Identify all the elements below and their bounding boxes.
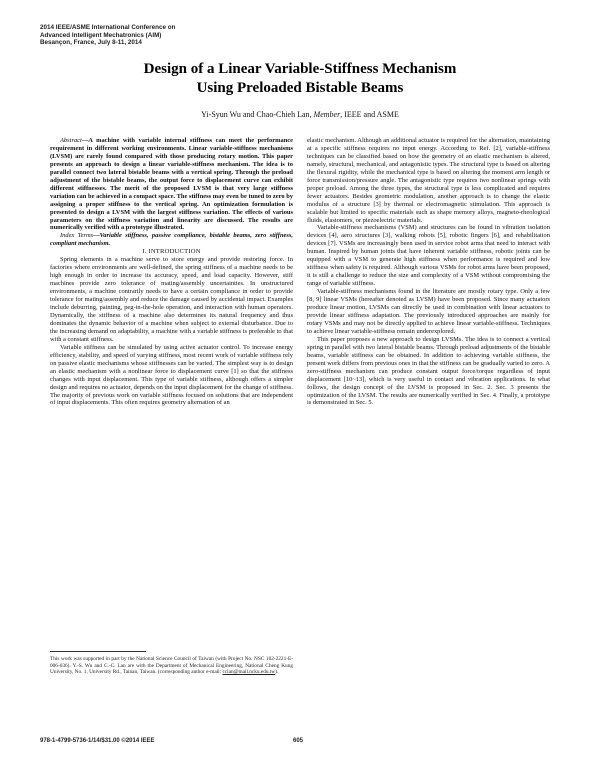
author-suffix: , IEEE and ASME (340, 110, 399, 119)
footnote (50, 656, 293, 676)
title-line-2: Using Preloaded Bistable Beams (196, 80, 404, 96)
conference-line-3: Besançon, France, July 8-11, 2014 (40, 39, 142, 47)
conference-header (40, 24, 340, 47)
isbn-copyright: 978-1-4799-5736-1/14/$31.00 ©2014 IEEE (40, 738, 155, 744)
corresponding-email-link[interactable]: cclan@mail.ncku.edu.tw (222, 669, 276, 676)
left-column (50, 137, 293, 407)
abstract-label: Abstract (60, 137, 82, 144)
title-line-1: Design of a Linear Variable-Stiffness Mechanism (143, 61, 457, 77)
author-role: Member (313, 110, 341, 119)
paragraph: This paper proposes a new approach to design LVSMs. The idea is to connect a vertical spring in parallel with two lateral bistable beams. Through preload adjustments of the bistable beams, variable stiffness can be obtained. In addition to achieving variable stiffness, the present work differs from previous ones in that the stiffness can be gradually varied to zero. A zero-stiffness mechanism can produce constant output force/torque regardless of input displacement [10~13], which is very useful in contact and vibration applications. In what follows, the design concept of the LVSM is proposed in Sec. 2. Sec. 3 presents the optimization of the LVSM. The results are numerically verified in Sec. 4. Finally, a prototype is demonstrated in Sec. 5. (307, 335, 550, 407)
paragraph: elastic mechanism. Although an additional actuator is required for the alternation, maintaining at a specific stiffness requires no input energy. According to Ref. [2], variable-stiffness techniques can be classified based on how the geometry of an elastic mechanism is altered, namely, structural, mechanical, and antagonistic types. The structural type is based on altering the flexural rigidity, while the mechanical type is based on altering the moment arm length or force transmission/pressure angle. The antagonistic type requires two nonlinear springs with proper preload. Among the three types, the structural type is less complicated and requires fewer actuators. Besides geometric modulation, another approach is to change the elastic modulus of a structure [3] by thermal or electromagnetic stimulation. This approach is scalable but limited to specific materials such as shape memory alloys, magneto-rheological fluids, elastomers, or piezoelectric materials. (307, 137, 550, 224)
author-line (40, 110, 560, 120)
author-names: Yi-Syun Wu and Chao-Chieh Lan, (201, 110, 314, 119)
paper-title (40, 60, 560, 98)
paragraph: Variable-stiffness mechanisms (VSM) and structures can be found in vibration isolation devices [4], aero structures [3], walking robots [5], robotic fingers [6], and rehabilitation devices [7]. VSMs are increasingly been used in service robot arms that need to interact with human. Inspired by human joints that have inherent variable stiffness, robotic joints can be equipped with a VSM to generate high stiffness when performance is required and low stiffness when safety is required. Although various VSMs for robot arms have been proposed, it is still a challenge to reduce the size and complexity of a VSM without compromising the range of variable stiffness. (307, 224, 550, 288)
abstract-text: —A machine with variable internal stiffness can meet the performance requirement in different working environments. Linear variable-stiffness mechanisms (LVSM) are rarely found compared with those producing rotary motion. This paper presents an approach to design a linear variable-stiffness mechanism. The idea is to parallel connect two lateral bistable beams with a vertical spring. Through the preload adjustment of the bistable beams, the output force to displacement curve can exhibit different stiffnesses. The merit of the proposed LVSM is that very large stiffness variation can be achieved in a compact space. The stiffness may even be tuned to zero by assigning a proper stiffness to the vertical spring. An optimization formulation is presented to design a LVSM with the largest stiffness variation. The effects of various parameters on the stiffness variation and linearity are discussed. The results are numerically verified with a prototype illustrated. (50, 137, 293, 232)
abstract (50, 137, 293, 232)
footnote-closing: ). (275, 669, 279, 676)
section-heading-introduction: I. INTRODUCTION (142, 248, 201, 256)
paragraph: Variable-stiffness mechanisms found in the literature are mostly rotary type. Only a few [8, 9] linear VSMs (hereafter denoted as LVSM) have been proposed. Since many actuators produce linear motion, LVSMs can directly be used in combination with linear actuators to provide linear stiffness adaptation. The previously introduced approaches are mainly for rotary VSMs and may not be directly applied to achieve linear variable-stiffness. Techniques to achieve linear variable-stiffness remain underexplored. (307, 288, 550, 335)
paragraph: Spring elements in a machine serve to store energy and provide restoring force. In factories where environments are well-defined, the spring stiffness of a machine needs to be high enough in order to increase its accuracy, speed, and load capacity. However, stiff machines provide zero tolerance of mating/assembly uncertainties. In unstructured environments, a machine contrarily needs to have a certain compliance in order to provide tolerance for mating/assembly and reduce the damage caused by accidental impact. Examples include deburring, painting, peg-in-the-hole operation, and interaction with human operators. Dynamically, the stiffness of a machine also determines its natural frequency and thus dominates the dynamic behavior of a machine when subject to external disturbance. Due to the increasing demand on adaptability, a machine with a variable stiffness is preferable to that with a constant stiffness. (50, 256, 293, 343)
index-terms (50, 232, 293, 248)
conference-line-2: Advanced Intelligent Mechatronics (AIM) (40, 31, 162, 39)
paragraph: Variable stiffness can be simulated by using active actuator control. To increase energy efficiency, stability, and speed of varying stiffness, most recent work of variable stiffness rely on passive elastic mechanisms whose stiffnesses can be varied. The simplest way is to design an elastic mechanism with a nonlinear force to displacement curve [1] so that the stiffness changes with input displacement. This type of variable stiffness, although offers a simpler design and requires no actuator, depends on the input displacement for the change of stiffness. The majority of previous work on variable stiffness focused on solutions that are independent of input displacements. This often requires geometry alternation of an (50, 343, 293, 407)
index-terms-text: —Variable stiffness, passive compliance, bistable beams, zero stiffness, compliant mechanism. (50, 232, 293, 248)
conference-line-1: 2014 IEEE/ASME International Conference on (40, 24, 176, 31)
footnote-text: This work was supported in part by the National Science Council of Taiwan (with Project No. NSC 102-2221-E-006-036). Y.-S. Wu and C.-C. Lan are with the Department of Mechanical Engineering, National Cheng Kung University, No. 1, University Rd., Tainan, Taiwan. (corresponding author e-mail: (50, 656, 293, 676)
index-terms-label: Index Terms (60, 232, 94, 240)
page-number: 605 (293, 738, 304, 744)
right-column (307, 137, 550, 407)
